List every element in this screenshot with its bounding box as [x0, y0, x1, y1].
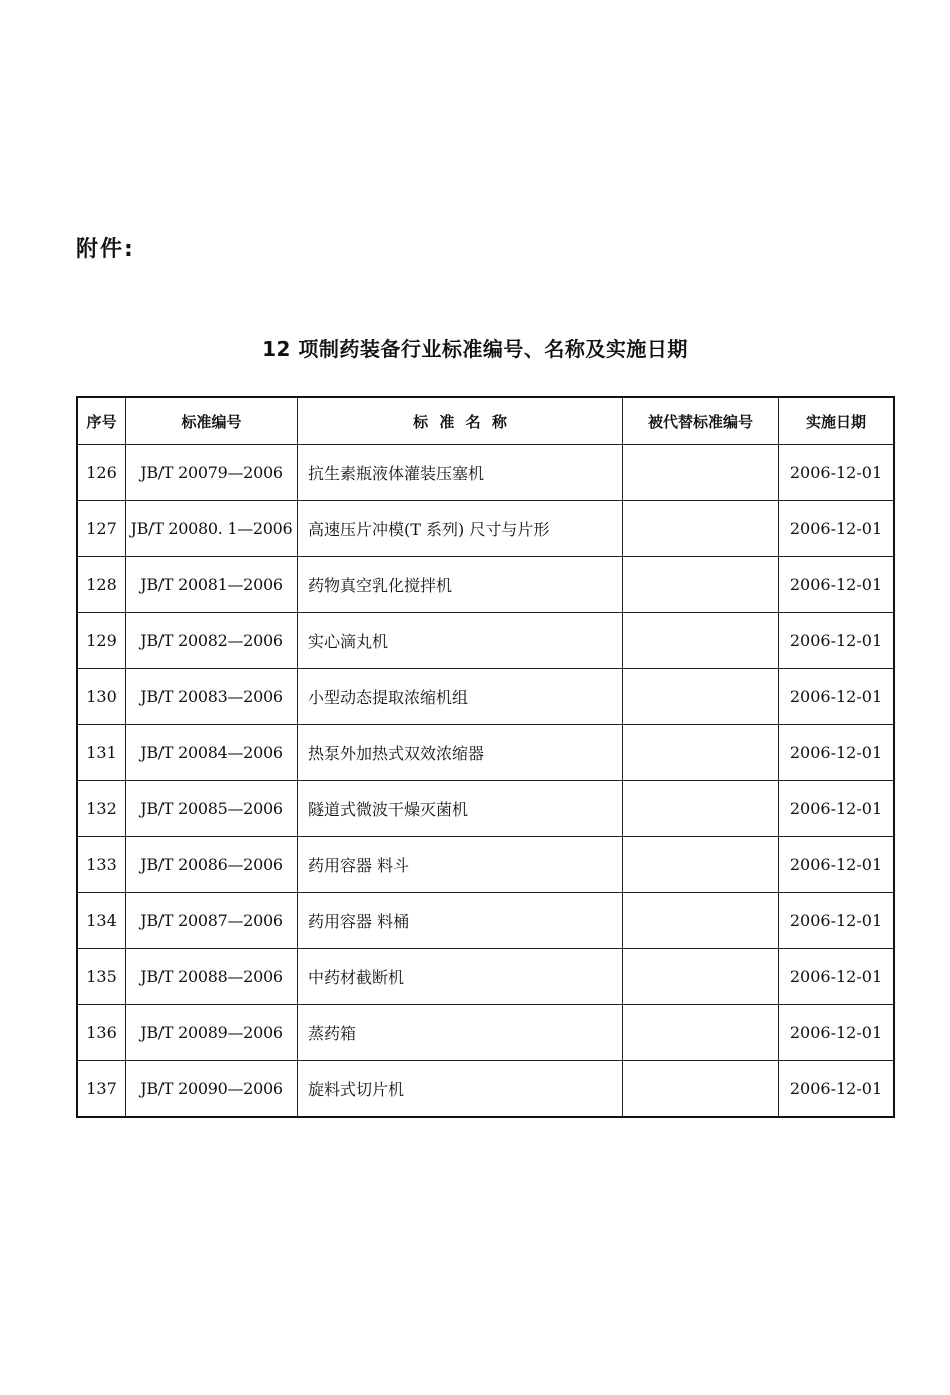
- cell-code: JB/T 20087—2006: [126, 893, 298, 949]
- cell-replaced: [623, 725, 779, 781]
- table-row: [77, 1005, 894, 1061]
- cell-no: 127: [77, 501, 126, 557]
- cell-no: 128: [77, 557, 126, 613]
- cell-name: 隧道式微波干燥灭菌机: [298, 781, 623, 837]
- cell-date: 2006-12-01: [779, 613, 895, 669]
- cell-replaced: [623, 445, 779, 501]
- attachment-label: 附件:: [76, 237, 135, 262]
- header-name: 标 准 名 称: [298, 397, 623, 445]
- cell-name: 抗生素瓶液体灌装压塞机: [298, 445, 623, 501]
- cell-name: 高速压片冲模(T 系列) 尺寸与片形: [298, 501, 623, 557]
- cell-name: 药用容器 料斗: [298, 837, 623, 893]
- cell-no: 129: [77, 613, 126, 669]
- cell-name: 中药材截断机: [298, 949, 623, 1005]
- header-code: 标准编号: [126, 397, 298, 445]
- header-replaced: 被代替标准编号: [623, 397, 779, 445]
- cell-name: 药用容器 料桶: [298, 893, 623, 949]
- cell-date: 2006-12-01: [779, 893, 895, 949]
- cell-code: JB/T 20081—2006: [126, 557, 298, 613]
- cell-code: JB/T 20082—2006: [126, 613, 298, 669]
- table-row: [77, 837, 894, 893]
- cell-date: 2006-12-01: [779, 949, 895, 1005]
- table-row: [77, 557, 894, 613]
- cell-replaced: [623, 1005, 779, 1061]
- table-body: [77, 445, 894, 1118]
- table-row: [77, 669, 894, 725]
- cell-date: 2006-12-01: [779, 1061, 895, 1118]
- table-header-row: [77, 397, 894, 445]
- header-date: 实施日期: [779, 397, 895, 445]
- cell-no: 131: [77, 725, 126, 781]
- cell-date: 2006-12-01: [779, 725, 895, 781]
- cell-no: 134: [77, 893, 126, 949]
- cell-replaced: [623, 501, 779, 557]
- cell-date: 2006-12-01: [779, 1005, 895, 1061]
- table-row: [77, 613, 894, 669]
- cell-replaced: [623, 781, 779, 837]
- cell-no: 136: [77, 1005, 126, 1061]
- cell-name: 热泵外加热式双效浓缩器: [298, 725, 623, 781]
- cell-no: 132: [77, 781, 126, 837]
- cell-replaced: [623, 613, 779, 669]
- table-row: [77, 949, 894, 1005]
- cell-no: 135: [77, 949, 126, 1005]
- cell-code: JB/T 20086—2006: [126, 837, 298, 893]
- cell-no: 133: [77, 837, 126, 893]
- cell-code: JB/T 20079—2006: [126, 445, 298, 501]
- cell-replaced: [623, 893, 779, 949]
- cell-replaced: [623, 837, 779, 893]
- cell-replaced: [623, 1061, 779, 1118]
- table-row: [77, 501, 894, 557]
- cell-no: 126: [77, 445, 126, 501]
- cell-code: JB/T 20083—2006: [126, 669, 298, 725]
- cell-date: 2006-12-01: [779, 669, 895, 725]
- cell-date: 2006-12-01: [779, 781, 895, 837]
- cell-name: 药物真空乳化搅拌机: [298, 557, 623, 613]
- cell-code: JB/T 20080. 1—2006: [126, 501, 298, 557]
- cell-name: 旋料式切片机: [298, 1061, 623, 1118]
- cell-no: 137: [77, 1061, 126, 1118]
- page-title: 12 项制药装备行业标准编号、名称及实施日期: [262, 337, 688, 361]
- header-no: 序号: [77, 397, 126, 445]
- table-row: [77, 445, 894, 501]
- table-row: [77, 1061, 894, 1118]
- cell-name: 小型动态提取浓缩机组: [298, 669, 623, 725]
- cell-code: JB/T 20089—2006: [126, 1005, 298, 1061]
- cell-code: JB/T 20088—2006: [126, 949, 298, 1005]
- cell-replaced: [623, 557, 779, 613]
- cell-date: 2006-12-01: [779, 837, 895, 893]
- cell-replaced: [623, 949, 779, 1005]
- cell-code: JB/T 20090—2006: [126, 1061, 298, 1118]
- table-row: [77, 893, 894, 949]
- cell-name: 实心滴丸机: [298, 613, 623, 669]
- cell-date: 2006-12-01: [779, 445, 895, 501]
- cell-name: 蒸药箱: [298, 1005, 623, 1061]
- table-row: [77, 781, 894, 837]
- cell-code: JB/T 20085—2006: [126, 781, 298, 837]
- cell-no: 130: [77, 669, 126, 725]
- cell-code: JB/T 20084—2006: [126, 725, 298, 781]
- cell-replaced: [623, 669, 779, 725]
- cell-date: 2006-12-01: [779, 557, 895, 613]
- cell-date: 2006-12-01: [779, 501, 895, 557]
- standards-table: [76, 396, 895, 1118]
- table-row: [77, 725, 894, 781]
